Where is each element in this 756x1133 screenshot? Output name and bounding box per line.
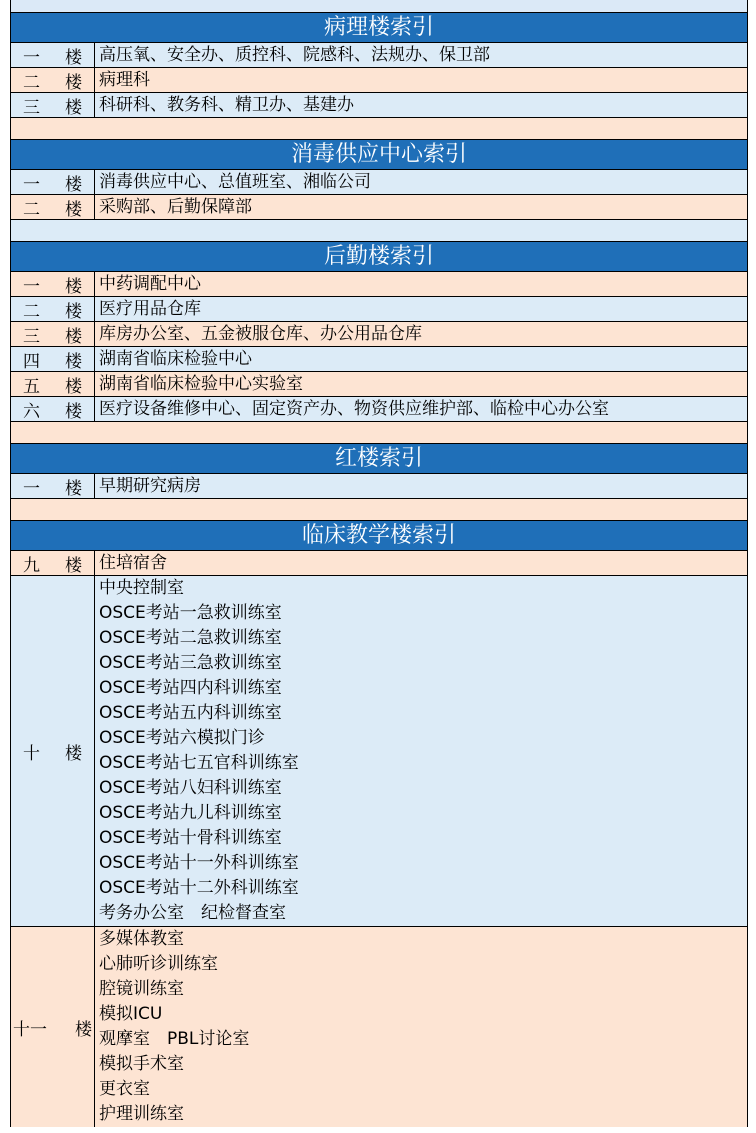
table-row <box>11 93 747 118</box>
list-item: 心肺听诊训练室 <box>99 954 218 974</box>
floor-departments: 高压氧、安全办、质控科、院感科、法规办、保卫部 <box>99 45 490 65</box>
list-item: 模拟手术室 <box>99 1054 184 1074</box>
section-header-red-building: 红楼索引 <box>11 444 747 474</box>
floor-departments: 库房办公室、五金被服仓库、办公用品仓库 <box>99 324 422 344</box>
floor-unit: 楼 <box>65 276 82 297</box>
table-row <box>11 43 747 68</box>
floor-number: 四 <box>23 351 40 372</box>
spacer-row <box>11 499 747 521</box>
floor-cell <box>11 272 95 296</box>
floor-number: 五 <box>23 376 40 397</box>
table-row <box>11 347 747 372</box>
floor-departments: 早期研究病房 <box>99 476 201 496</box>
floor-unit: 楼 <box>65 478 82 499</box>
floor-unit: 楼 <box>65 72 82 93</box>
floor-number: 三 <box>23 326 40 347</box>
floor-departments: 医疗用品仓库 <box>99 299 201 319</box>
table-row <box>11 322 747 347</box>
floor-cell <box>11 397 95 421</box>
floor-unit: 楼 <box>65 743 82 764</box>
floor-unit: 楼 <box>65 174 82 195</box>
floor-number: 一 <box>23 478 40 499</box>
floor-cell <box>11 551 95 575</box>
floor-cell <box>11 195 95 219</box>
floor-cell <box>11 372 95 396</box>
floor-departments: 消毒供应中心、总值班室、湘临公司 <box>99 172 371 192</box>
table-row-floor-10 <box>11 576 747 927</box>
list-item: 更衣室 <box>99 1079 150 1099</box>
list-item: OSCE考站二急救训练室 <box>99 628 282 648</box>
floor-departments: 湖南省临床检验中心 <box>99 349 252 369</box>
list-item: OSCE考站十骨科训练室 <box>99 828 282 848</box>
section-header-teaching-building: 临床教学楼索引 <box>11 521 747 551</box>
floor-number: 二 <box>23 72 40 93</box>
floor-number: 二 <box>23 301 40 322</box>
floor-room-list <box>95 927 747 1127</box>
list-item: 模拟ICU <box>99 1004 163 1024</box>
floor-number: 二 <box>23 199 40 220</box>
list-item: OSCE考站一急救训练室 <box>99 603 282 623</box>
list-item: 护理训练室 <box>99 1104 184 1124</box>
list-item: 多媒体教室 <box>99 929 184 949</box>
floor-index-sheet <box>10 0 748 1127</box>
section-header-sterilization: 消毒供应中心索引 <box>11 140 747 170</box>
floor-unit: 楼 <box>75 1019 92 1040</box>
list-item: OSCE考站五内科训练室 <box>99 703 282 723</box>
list-item: OSCE考站四内科训练室 <box>99 678 282 698</box>
list-item: OSCE考站九儿科训练室 <box>99 803 282 823</box>
floor-number: 一 <box>23 174 40 195</box>
list-item: OSCE考站三急救训练室 <box>99 653 282 673</box>
table-row <box>11 551 747 576</box>
floor-departments: 湖南省临床检验中心实验室 <box>99 374 303 394</box>
table-row <box>11 474 747 499</box>
list-item: 腔镜训练室 <box>99 979 184 999</box>
floor-cell <box>11 93 95 117</box>
floor-cell <box>11 68 95 92</box>
floor-departments: 病理科 <box>99 70 150 90</box>
floor-number: 十 <box>23 743 40 764</box>
floor-cell <box>11 297 95 321</box>
list-item: 考务办公室 纪检督查室 <box>99 903 286 923</box>
table-row <box>11 170 747 195</box>
floor-room-list <box>95 576 747 926</box>
floor-unit: 楼 <box>65 351 82 372</box>
list-item: OSCE考站十一外科训练室 <box>99 853 299 873</box>
floor-unit: 楼 <box>65 401 82 422</box>
floor-number: 一 <box>23 47 40 68</box>
floor-departments: 住培宿舍 <box>99 553 167 573</box>
floor-unit: 楼 <box>65 555 82 576</box>
floor-number: 十一 <box>13 1019 47 1040</box>
top-strip <box>11 0 747 13</box>
section-header-logistics: 后勤楼索引 <box>11 242 747 272</box>
floor-cell <box>11 347 95 371</box>
table-row <box>11 297 747 322</box>
floor-unit: 楼 <box>65 199 82 220</box>
list-item: OSCE考站六模拟门诊 <box>99 728 265 748</box>
list-item: OSCE考站七五官科训练室 <box>99 753 299 773</box>
list-item: OSCE考站十二外科训练室 <box>99 878 299 898</box>
spacer-row <box>11 422 747 444</box>
floor-cell <box>11 170 95 194</box>
table-row <box>11 397 747 422</box>
floor-cell <box>11 927 95 1127</box>
floor-departments: 中药调配中心 <box>99 274 201 294</box>
floor-unit: 楼 <box>65 97 82 118</box>
floor-cell <box>11 322 95 346</box>
floor-departments: 科研科、教务科、精卫办、基建办 <box>99 95 354 115</box>
spacer-row <box>11 118 747 140</box>
list-item: OSCE考站八妇科训练室 <box>99 778 282 798</box>
floor-departments: 采购部、后勤保障部 <box>99 197 252 217</box>
floor-cell <box>11 43 95 67</box>
section-header-pathology: 病理楼索引 <box>11 13 747 43</box>
floor-unit: 楼 <box>65 301 82 322</box>
floor-unit: 楼 <box>65 47 82 68</box>
table-row <box>11 372 747 397</box>
floor-cell <box>11 474 95 498</box>
list-item: 中央控制室 <box>99 578 184 598</box>
floor-departments: 医疗设备维修中心、固定资产办、物资供应维护部、临检中心办公室 <box>99 399 609 419</box>
floor-number: 一 <box>23 276 40 297</box>
table-row-floor-11 <box>11 927 747 1127</box>
table-row <box>11 272 747 297</box>
floor-cell <box>11 576 95 926</box>
table-row <box>11 195 747 220</box>
spacer-row <box>11 220 747 242</box>
floor-number: 六 <box>23 401 40 422</box>
list-item: 观摩室 PBL讨论室 <box>99 1029 250 1049</box>
floor-number: 九 <box>23 555 40 576</box>
table-row <box>11 68 747 93</box>
floor-unit: 楼 <box>65 326 82 347</box>
floor-unit: 楼 <box>65 376 82 397</box>
floor-number: 三 <box>23 97 40 118</box>
